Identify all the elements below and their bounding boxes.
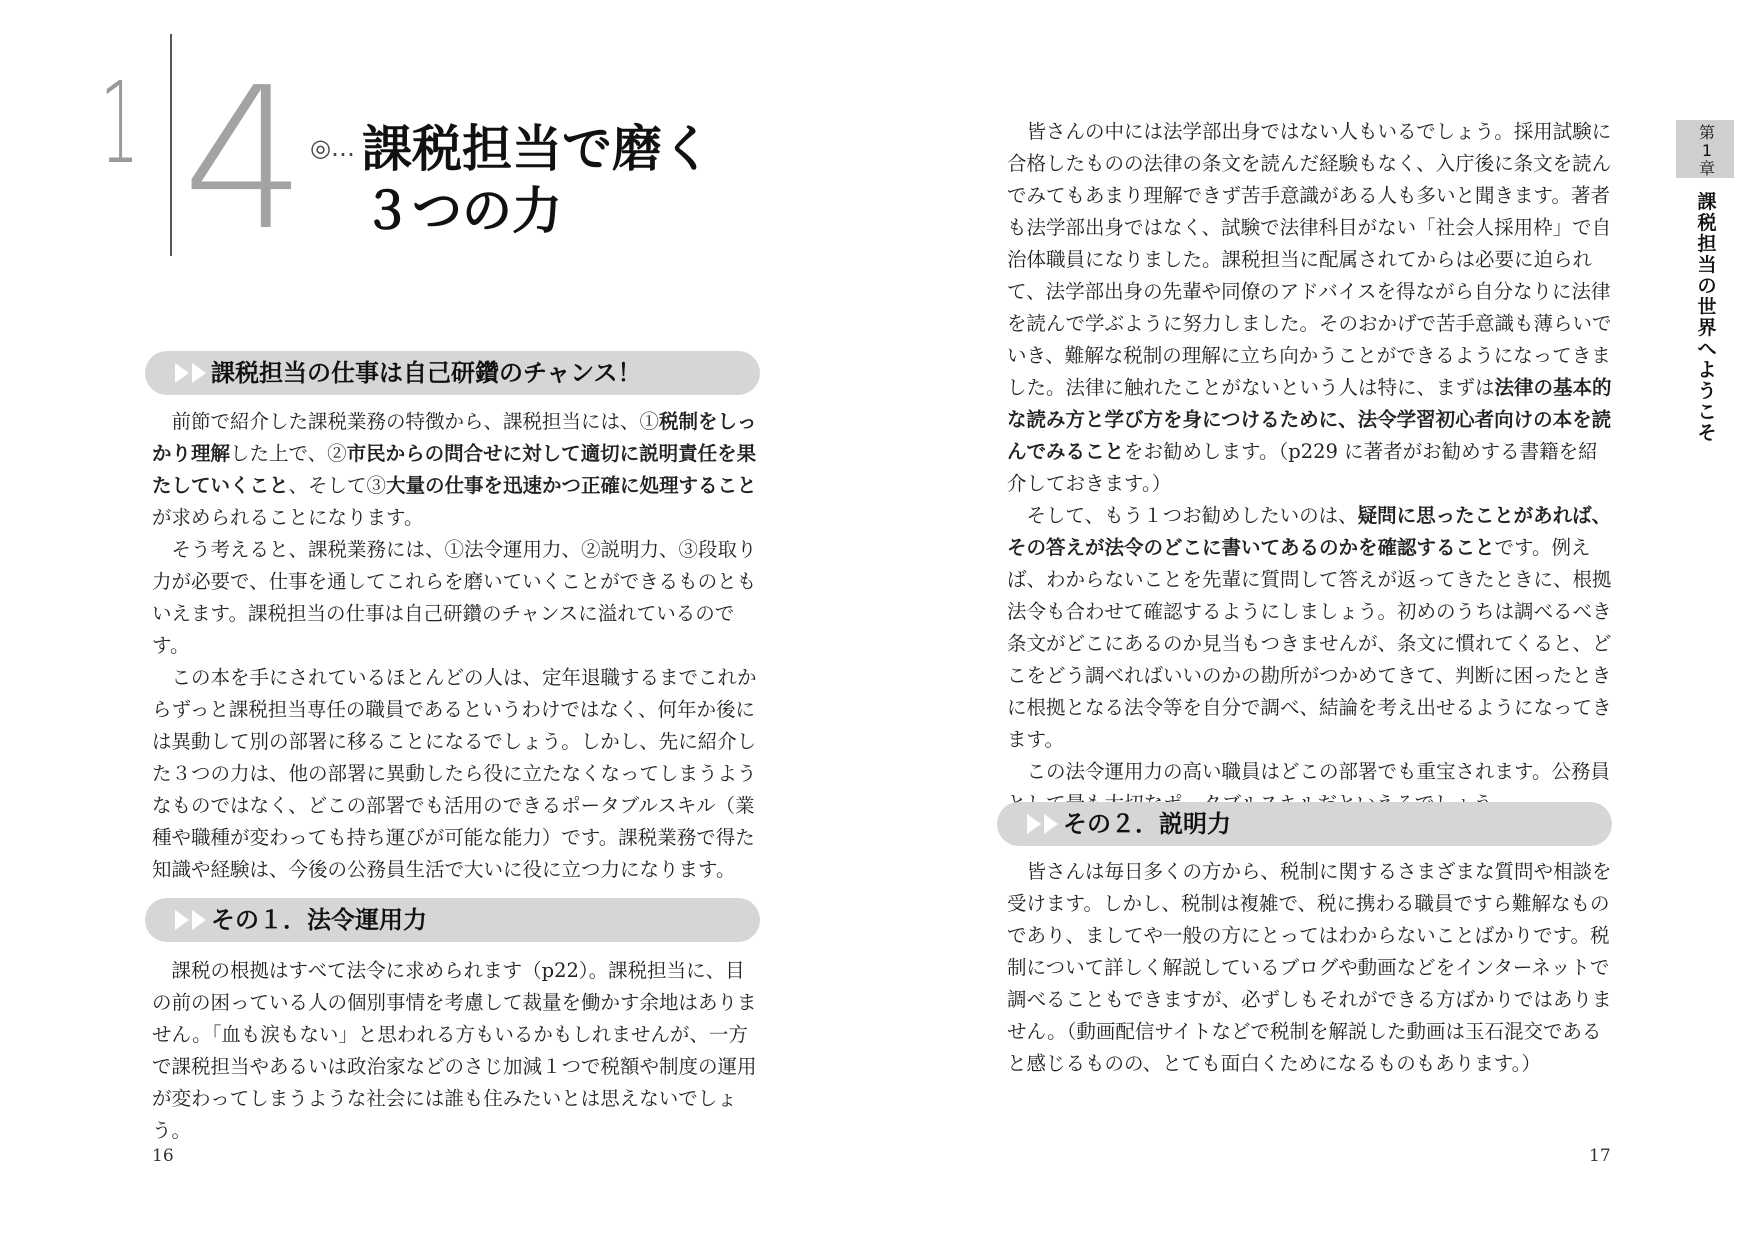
double-arrow-icon	[1027, 814, 1061, 838]
legal-skill-continued	[1007, 116, 1615, 820]
heading-bar-explanation	[997, 802, 1612, 846]
title-mark: ◎…	[310, 134, 355, 162]
paragraph: この法令運用力の高い職員はどこの部署でも重宝されます。公務員	[1026, 760, 1610, 783]
paragraph: この本を手にされているほとんどの人は、定年退職するまでこれからずっと課税担当専任の職員であるというわけではなく、何年か後には異動して別の部署に移ることになるでしょう。しかし、先に紹介した３つの力は、他の部署に異動したら役に立たなくなってしまうようなものではなく、どこの部署でも活用のできるポータブルスキル（業種や職種が変わっても持ち運びが可能な能力）です。課税業務で得た知識や経験は、今後の公務員生活で大いに役に立つ力になります。	[152, 666, 757, 881]
paragraph: 課税の根拠はすべて法令に求められます（p22）。課税担当に、目の前の困っている人の個別事情を考慮して裁量を働かす余地はありません。「血も涙もない」と思われる方もいるかもしれませんが、一方で課税担当やあるいは政治家などのさじ加減１つで税額や制度の運用が変わってしまうような社会には誰も住みたいとは思えないでしょう。	[152, 959, 757, 1142]
chapter-number: 1	[100, 59, 140, 189]
title-line-2: ３つの力	[362, 182, 562, 240]
paragraph: 皆さんは毎日多くの方から、税制に関するさまざまな質問や相談を受けます。しかし、税制は複雑で、税に携わる職員ですら難解なものであり、ましてや一般の方にとってはわからないことばかりです。税制について詳しく解説しているブログや動画などをインターネットで調べることもできますが、必ずしもそれができる方ばかりではありません。（動画配信サイトなどで税制を解説した動画は玉石混交であると感じるものの、とても面白くためになるものもあります。）	[1007, 860, 1612, 1075]
paragraph: 前節で紹介した課税業務の特徴から、課税担当には、①税制をしっかり理解した上で、②市民からの問合せに対して適切に説明責任を果たしていくこと、そして③大量の仕事を迅速かつ正確に処理することが求められることになります。	[152, 410, 757, 529]
heading-bar-legal-skill	[145, 898, 760, 942]
paragraph: 皆さんの中には法学部出身ではない人もいるでしょう。採用試験に合格したものの法律の条文を読んだ経験もなく、入庁後に条文を読んでみてもあまり理解できず苦手意識がある人も多いと聞きます。著者も法学部出身ではなく、試験で法律科目がない「社会人採用枠」で自治体職員になりました。課税担当に配属されてからは必要に迫られて、法学部出身の先輩や同僚のアドバイスを得ながら自分なりに法律を読んで学ぶように努力しました。そのおかげで苦手意識も薄らいでいき、難解な税制の理解に立ち向かうことができるようになってきました。法律に触れたことがないという人は特に、まずは法律の基本的な読み方と学び方を身につけるために、法令学習初心者向けの本を読んでみることをお勧めします。（p229 に著者がお勧めする書籍を紹介しておきます。）	[1007, 120, 1612, 495]
heading-explanation: その２．説明力	[1063, 810, 1231, 838]
legal-skill-text	[152, 955, 757, 1147]
heading-self-study: 課税担当の仕事は自己研鑽のチャンス！	[211, 359, 642, 387]
double-arrow-icon	[175, 910, 209, 934]
title-line-1: 課税担当で磨く	[362, 120, 712, 178]
right-page	[877, 0, 1755, 1240]
intro-text	[152, 406, 757, 886]
section-number: 4	[182, 46, 307, 274]
left-page	[0, 0, 877, 1240]
page-number-left: 16	[152, 1146, 174, 1166]
chapter-divider	[170, 34, 172, 256]
double-arrow-icon	[175, 363, 209, 387]
section-title	[362, 118, 712, 242]
explanation-text	[1007, 856, 1615, 1080]
paragraph: そう考えると、課税業務には、①法令運用力、②説明力、③段取り力が必要で、仕事を通してこれらを磨いていくことができるものともいえます。課税担当の仕事は自己研鑽のチャンスに溢れているのです。	[152, 538, 757, 657]
heading-bar-self-study	[145, 351, 760, 395]
page-number-right: 17	[1589, 1146, 1611, 1166]
paragraph: そして、もう１つお勧めしたいのは、疑問に思ったことがあれば、その答えが法令のどこに書いてあるのかを確認することです。例えば、わからないことを先輩に質問して答えが返ってきたときに、根拠法令も合わせて確認するようにしましょう。初めのうちは調べるべき条文がどこにあるのか見当もつきませんが、条文に慣れてくると、どこをどう調べればいいのかの勘所がつかめてきて、判断に困ったときに根拠となる法令等を自分で調べ、結論を考え出せるようになってきます。	[1007, 504, 1612, 751]
chapter-tab-label: 第1章	[1698, 123, 1715, 178]
heading-legal-skill: その１．法令運用力	[211, 906, 427, 934]
running-chapter-title: 課税担当の世界へようこそ	[1697, 191, 1717, 444]
